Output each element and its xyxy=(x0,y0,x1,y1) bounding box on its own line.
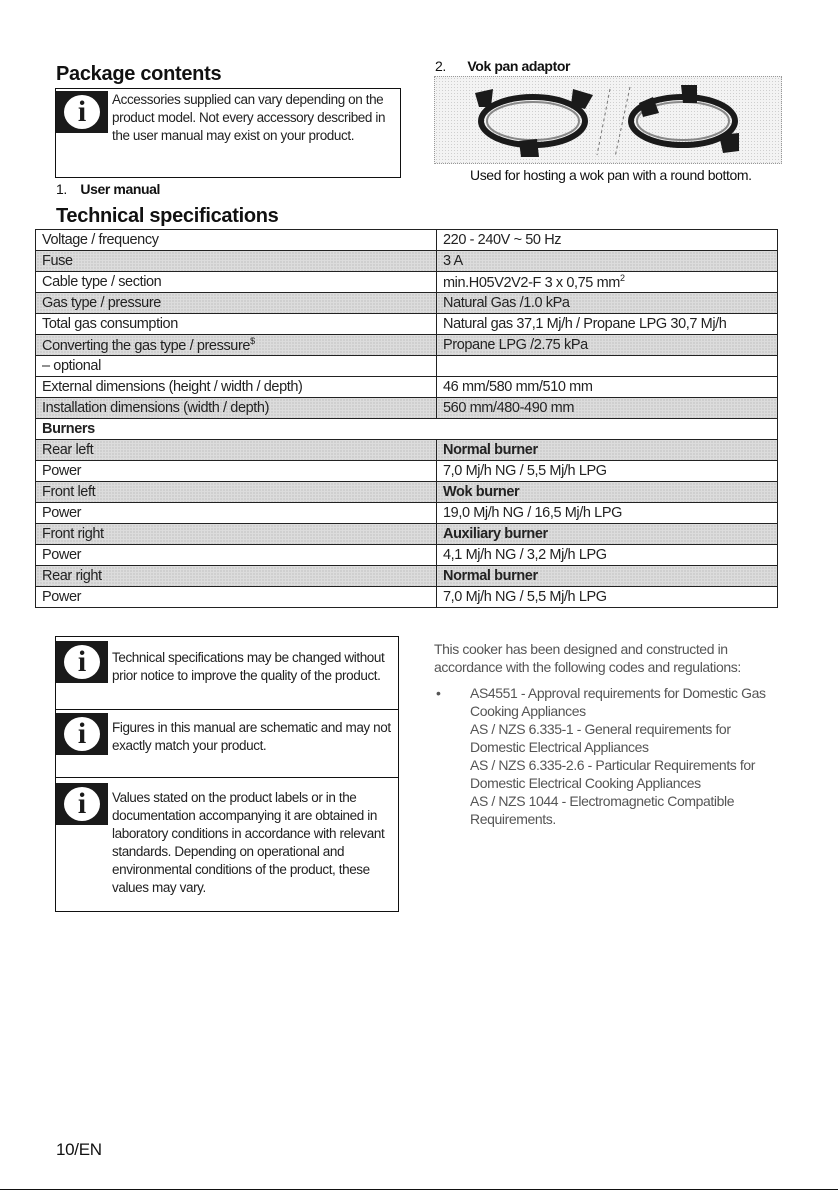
note-text: Values stated on the product labels or in the documentation accompanying it are obtained in laboratory conditions in accordance with relevant standards. Depending on operational and environmental conditions of the product, these values may vary. xyxy=(112,790,385,895)
burner-value: Auxiliary burner xyxy=(437,524,778,545)
burner-value: 7,0 Mj/h NG / 5,5 Mj/h LPG xyxy=(437,461,778,482)
burner-value: 19,0 Mj/h NG / 16,5 Mj/h LPG xyxy=(437,503,778,524)
table-row xyxy=(36,566,778,587)
superscript: $ xyxy=(250,336,255,347)
burner-label: Front right xyxy=(36,524,437,545)
spec-label: External dimensions (height / width / depth) xyxy=(36,377,437,398)
note-text: Technical specifications may be changed without prior notice to improve the quality of the product. xyxy=(112,650,385,683)
regulation-item: AS / NZS 1044 - Electromagnetic Compatible Requirements. xyxy=(470,793,735,827)
spec-label-text: Converting the gas type / pressure xyxy=(42,337,251,354)
spec-label: Gas type / pressure xyxy=(36,293,437,314)
table-row xyxy=(36,377,778,398)
wok-adaptor-image xyxy=(434,76,782,164)
table-row xyxy=(36,545,778,566)
list-label: Vok pan adaptor xyxy=(467,58,571,74)
spec-value xyxy=(437,356,778,377)
notes-box xyxy=(55,636,399,912)
spec-value xyxy=(437,272,778,293)
table-row xyxy=(36,230,778,251)
burner-label: Rear left xyxy=(36,440,437,461)
spec-label: Installation dimensions (width / depth) xyxy=(36,398,437,419)
burners-heading: Burners xyxy=(36,419,778,440)
note-item xyxy=(56,783,398,907)
spec-value: 560 mm/480-490 mm xyxy=(437,398,778,419)
table-row xyxy=(36,356,778,377)
bullet-icon: • xyxy=(436,685,441,701)
regulation-item: AS / NZS 6.335-2.6 - Particular Requirements for Domestic Electrical Cooking Appliances xyxy=(470,757,756,791)
burner-label: Power xyxy=(36,461,437,482)
table-row xyxy=(36,440,778,461)
spec-value-text: min.H05V2V2-F 3 x 0,75 mm xyxy=(443,274,620,291)
burner-label: Rear right xyxy=(36,566,437,587)
spec-value: Natural gas 37,1 Mj/h / Propane LPG 30,7 Mj/h xyxy=(437,314,778,335)
burner-label: Power xyxy=(36,587,437,608)
info-icon: i xyxy=(56,713,108,755)
package-contents-heading: Package contents xyxy=(56,63,222,85)
divider xyxy=(56,777,398,778)
list-item-2 xyxy=(435,58,570,74)
accessory-note: Accessories supplied can vary depending on the product model. Not every accessory described in the user manual may exist on your product. xyxy=(112,92,386,143)
spec-value: 220 - 240V ~ 50 Hz xyxy=(437,230,778,251)
regulation-item: AS4551 - Approval requirements for Domestic Gas Cooking Appliances xyxy=(470,685,766,719)
list-label: User manual xyxy=(80,181,161,197)
table-row xyxy=(36,314,778,335)
info-icon: i xyxy=(56,783,108,825)
table-row xyxy=(36,524,778,545)
table-row xyxy=(36,293,778,314)
superscript: 2 xyxy=(619,273,625,284)
spec-label: Fuse xyxy=(36,251,437,272)
table-row xyxy=(36,419,778,440)
table-row xyxy=(36,461,778,482)
spec-value: 46 mm/580 mm/510 mm xyxy=(437,377,778,398)
wok-adaptor-caption: Used for hosting a wok pan with a round bottom. xyxy=(470,167,752,183)
divider xyxy=(56,709,398,710)
regulations-list xyxy=(470,684,780,828)
list-item-1 xyxy=(56,181,160,197)
info-icon: i xyxy=(56,91,108,133)
table-row xyxy=(36,398,778,419)
spec-table xyxy=(35,229,778,608)
spec-label xyxy=(36,335,437,356)
spec-label: – optional xyxy=(36,356,437,377)
technical-specifications-heading: Technical specifications xyxy=(56,205,279,227)
regulations-intro: This cooker has been designed and constructed in accordance with the following codes and regulations: xyxy=(434,641,741,675)
spec-label: Voltage / frequency xyxy=(36,230,437,251)
table-row xyxy=(36,587,778,608)
wok-adaptor-drawing xyxy=(435,77,781,163)
note-item xyxy=(56,641,398,705)
burner-value: 4,1 Mj/h NG / 3,2 Mj/h LPG xyxy=(437,545,778,566)
spec-value: 3 A xyxy=(437,251,778,272)
bottom-rule xyxy=(0,1189,838,1190)
spec-label: Cable type / section xyxy=(36,272,437,293)
table-row xyxy=(36,482,778,503)
list-number: 2. xyxy=(435,58,446,74)
page-number: 10/EN xyxy=(56,1140,102,1159)
table-row xyxy=(36,272,778,293)
burner-label: Power xyxy=(36,503,437,524)
note-text: Figures in this manual are schematic and may not exactly match your product. xyxy=(112,720,391,753)
accessory-info-box xyxy=(55,88,401,178)
burner-value: Normal burner xyxy=(437,566,778,587)
burner-label: Power xyxy=(36,545,437,566)
note-item xyxy=(56,713,398,773)
regulation-item: AS / NZS 6.335-1 - General requirements for Domestic Electrical Appliances xyxy=(470,721,731,755)
burner-value: 7,0 Mj/h NG / 5,5 Mj/h LPG xyxy=(437,587,778,608)
spec-label: Total gas consumption xyxy=(36,314,437,335)
spec-value: Natural Gas /1.0 kPa xyxy=(437,293,778,314)
burner-label: Front left xyxy=(36,482,437,503)
table-row xyxy=(36,335,778,356)
table-row xyxy=(36,503,778,524)
table-row xyxy=(36,251,778,272)
spec-value: Propane LPG /2.75 kPa xyxy=(437,335,778,356)
burner-value: Normal burner xyxy=(437,440,778,461)
burner-value: Wok burner xyxy=(437,482,778,503)
info-icon: i xyxy=(56,641,108,683)
list-number: 1. xyxy=(56,181,67,197)
